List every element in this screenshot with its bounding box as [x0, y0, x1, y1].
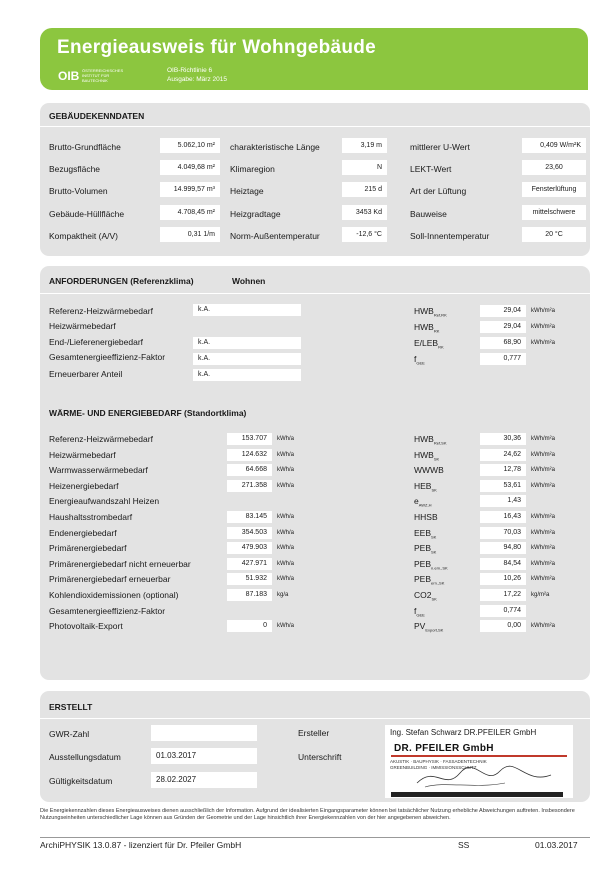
- energy-indicator-value: 24,62: [480, 449, 526, 461]
- energy-demand-unit: kWh/a: [277, 467, 295, 474]
- req-eleb-unit: kWh/m²a: [531, 340, 555, 346]
- req-efficiency-factor-label: Gesamtenergieeffizienz-Faktor: [49, 352, 166, 362]
- energy-indicator-value: 0,774: [480, 605, 526, 617]
- compactness-label: Kompaktheit (A/V): [49, 231, 118, 241]
- issue-date-label: Ausstellungsdatum: [49, 752, 121, 762]
- energy-demand-label: Heizwärmebedarf: [49, 449, 116, 460]
- heating-degree-days-label: Heizgradtage: [230, 209, 281, 219]
- energy-demand-label: Warmwasserwärmebedarf: [49, 465, 148, 476]
- climate-region-value: N: [342, 160, 387, 175]
- energy-indicator-unit: kWh/m²a: [531, 560, 555, 567]
- energy-demand-unit: kWh/a: [277, 451, 295, 458]
- energy-indicator-value: 53,61: [480, 480, 526, 492]
- stamp-bottom-bar: [391, 792, 563, 797]
- req-hwb-value: 29,04: [480, 321, 526, 333]
- energy-indicator-label: $PEB_{ern.,SK}$: [414, 574, 445, 587]
- disclaimer-footnote: Die Energiekennzahlen dieses Energieausweises dienen ausschließlich der Information. Aufgrund der idealisierten Eingangsparameter können bei tatsächlicher Nutzung erhebliche Abweichungen auftreten. Insbesondere Nutzungseinheiten unterschiedlicher Lage können aus Gründen der Geometrie und der Lage hinsichtlich ihrer Energiekennzahlen von der hier angegebenen abweichen.: [40, 808, 575, 821]
- energy-demand-value: 51.932: [227, 573, 272, 585]
- issue-date-value: 01.03.2017: [151, 748, 257, 764]
- oib-logo: OIB: [58, 69, 80, 83]
- energy-demand-unit: kWh/a: [277, 560, 295, 567]
- stamp-line-1: AKUSTIK · BAUPHYSIK · FASSADENTECHNIK: [390, 759, 487, 764]
- req-hwb-ref-label: $HWB_{Ref,RK}$: [414, 306, 447, 318]
- energy-demand-label: Photovoltaik-Export: [49, 621, 123, 632]
- energy-indicator-unit: kWh/m²a: [531, 576, 555, 583]
- energy-indicator-value: 0,00: [480, 620, 526, 632]
- req-fgee-label: $f_{GEE}$: [414, 354, 425, 366]
- energy-demand-value: 64.668: [227, 464, 272, 476]
- ventilation-type-label: Art der Lüftung: [410, 186, 467, 196]
- oib-logo-subtitle: ÖSTERREICHISCHES INSTITUT FÜR BAUTECHNIK: [82, 68, 124, 83]
- gwr-number-value: [151, 725, 257, 741]
- characteristic-length-value: 3,19 m: [342, 138, 387, 153]
- energy-demand-label: Referenz-Heizwärmebedarf: [49, 434, 153, 444]
- section-header-requirements: ANFORDERUNGEN (Referenzklima): [49, 276, 194, 286]
- req-eleb-label: $E/LEB_{RK}$: [414, 338, 444, 350]
- reference-area-label: Bezugsfläche: [49, 164, 101, 174]
- req-renewable-share-value: k.A.: [193, 369, 301, 381]
- req-hwb-label: $HWB_{RK}$: [414, 322, 440, 334]
- energy-indicator-unit: kWh/m²a: [531, 545, 555, 552]
- energy-indicator-label: $e_{AWZ,H}$: [414, 496, 432, 509]
- energy-indicator-value: 17,22: [480, 589, 526, 601]
- gross-volume-value: 14.999,57 m³: [160, 182, 220, 197]
- req-eleb-value: 68,90: [480, 337, 526, 349]
- section-header-issued: ERSTELLT: [49, 702, 93, 712]
- energy-indicator-label: $PEB_{SK}$: [414, 543, 437, 555]
- target-indoor-temp-value: 20 °C: [522, 227, 586, 242]
- energy-indicator-unit: kWh/m²a: [531, 451, 555, 458]
- energy-demand-label: Primärenergiebedarf erneuerbar: [49, 574, 171, 585]
- signature-stamp: [385, 741, 573, 798]
- footer-code: SS: [458, 840, 470, 850]
- energy-indicator-value: 1,43: [480, 495, 526, 507]
- characteristic-length-label: charakteristische Länge: [230, 142, 320, 152]
- req-efficiency-factor-value: k.A.: [193, 353, 301, 365]
- ventilation-type-value: Fensterlüftung: [522, 182, 586, 197]
- energy-indicator-label: HHSB: [414, 512, 438, 522]
- energy-demand-value: 479.903: [227, 542, 272, 554]
- heating-days-value: 215 d: [342, 182, 387, 197]
- gross-floor-area-label: Brutto-Grundfläche: [49, 142, 121, 152]
- construction-type-label: Bauweise: [410, 209, 447, 219]
- energy-indicator-label: $HEB_{SK}$: [414, 480, 437, 493]
- energy-indicator-label: $HWB_{Ref,SK}$: [414, 434, 447, 446]
- construction-type-value: mittelschwere: [522, 205, 586, 220]
- energy-demand-value: 427.971: [227, 558, 272, 570]
- handwritten-signature: [415, 761, 555, 791]
- lek-value-value: 23,60: [522, 160, 586, 175]
- energy-demand-unit: kWh/a: [277, 514, 295, 520]
- title-banner: [40, 28, 588, 90]
- energy-demand-unit: kWh/a: [277, 436, 295, 442]
- energy-indicator-unit: kWh/m²a: [531, 482, 555, 489]
- guideline-info: [167, 66, 227, 84]
- energy-demand-label: Energieaufwandszahl Heizen: [49, 496, 160, 507]
- energy-indicator-value: 30,36: [480, 433, 526, 445]
- heating-degree-days-value: 3453 Kd: [342, 205, 387, 220]
- energy-indicator-unit: kWh/m²a: [531, 467, 555, 474]
- energy-demand-value: 87.183: [227, 589, 272, 601]
- climate-region-label: Klimaregion: [230, 164, 275, 174]
- energy-demand-label: Heizenergiebedarf: [49, 480, 119, 491]
- valid-until-label: Gültigkeitsdatum: [49, 776, 113, 786]
- energy-indicator-label: $EEB_{SK}$: [414, 527, 437, 540]
- energy-indicator-unit: kWh/m²a: [531, 514, 555, 520]
- stamp-red-line: [391, 755, 567, 757]
- energy-demand-label: Kohlendioxidemissionen (optional): [49, 590, 179, 600]
- gross-floor-area-value: 5.062,10 m²: [160, 138, 220, 153]
- req-hwb-unit: kWh/m²a: [531, 324, 555, 330]
- energy-demand-label: Haushaltsstrombedarf: [49, 512, 133, 522]
- energy-demand-value: 124.632: [227, 449, 272, 461]
- gross-volume-label: Brutto-Volumen: [49, 186, 108, 196]
- lek-value-label: LEKT-Wert: [410, 164, 452, 174]
- req-final-energy-value: k.A.: [193, 337, 301, 349]
- energy-indicator-value: 84,54: [480, 558, 526, 570]
- requirements-usage-type: Wohnen: [232, 276, 266, 286]
- energy-indicator-value: 94,80: [480, 542, 526, 554]
- energy-indicator-label: $HWB_{SK}$: [414, 449, 440, 462]
- req-ref-heating-demand-value: k.A.: [193, 304, 301, 316]
- energy-demand-unit: kg/a: [277, 592, 289, 598]
- energy-demand-unit: kWh/a: [277, 576, 295, 583]
- energy-demand-unit: kWh/a: [277, 529, 295, 536]
- energy-demand-unit: kWh/a: [277, 623, 295, 630]
- energy-indicator-label: $PV_{Export,SK}$: [414, 621, 444, 633]
- energy-demand-value: 0: [227, 620, 272, 632]
- mean-u-value-label: mittlerer U-Wert: [410, 142, 470, 152]
- energy-demand-label: Primärenergiebedarf: [49, 543, 127, 554]
- heating-days-label: Heiztage: [230, 186, 264, 196]
- energy-indicator-value: 12,78: [480, 464, 526, 476]
- issued-panel: [40, 691, 590, 802]
- mean-u-value-value: 0,409 W/m²K: [522, 138, 586, 153]
- energy-demand-unit: kWh/a: [277, 545, 295, 552]
- req-final-energy-label: End-/Lieferenergiebedarf: [49, 337, 144, 347]
- footer-date: 01.03.2017: [535, 840, 578, 850]
- req-fgee-value: 0,777: [480, 353, 526, 365]
- building-data-panel: [40, 103, 590, 256]
- signature-label: Unterschrift: [298, 752, 342, 762]
- energy-indicator-label: WWWB: [414, 465, 444, 476]
- target-indoor-temp-label: Soll-Innentemperatur: [410, 231, 490, 241]
- energy-demand-unit: kWh/a: [277, 482, 295, 489]
- section-header-building-data: GEBÄUDEKENNDATEN: [49, 111, 145, 121]
- energy-demand-value: 83.145: [227, 511, 272, 523]
- guideline-edition: Ausgabe: März 2015: [167, 76, 227, 83]
- energy-indicator-value: 70,03: [480, 527, 526, 539]
- energy-indicator-value: 16,43: [480, 511, 526, 523]
- stamp-company-name: DR. PFEILER GmbH: [394, 743, 494, 754]
- energy-indicator-value: 10,26: [480, 573, 526, 585]
- req-hwb-ref-value: 29,04: [480, 305, 526, 317]
- requirements-panel: [40, 266, 590, 680]
- envelope-area-label: Gebäude-Hüllfläche: [49, 209, 125, 219]
- creator-label: Ersteller: [298, 728, 330, 738]
- valid-until-value: 28.02.2027: [151, 772, 257, 788]
- creator-value: Ing. Stefan Schwarz DR.PFEILER GmbH: [385, 725, 573, 741]
- energy-demand-value: 271.358: [227, 480, 272, 492]
- energy-demand-value: 354.503: [227, 527, 272, 539]
- energy-indicator-unit: kg/m²a: [531, 592, 550, 598]
- reference-area-value: 4.049,68 m²: [160, 160, 220, 175]
- req-ref-heating-demand-label: Referenz-Heizwärmebedarf: [49, 306, 153, 316]
- stamp-line-2: GREENBUILDING · IMMISSIONSSCHUTZ: [390, 765, 477, 770]
- envelope-area-value: 4.708,45 m²: [160, 205, 220, 220]
- energy-indicator-label: $PEB_{n.ern.,SK}$: [414, 558, 448, 571]
- document-title: Energieausweis für Wohngebäude: [57, 37, 377, 58]
- req-renewable-share-label: Erneuerbarer Anteil: [49, 369, 123, 379]
- energy-indicator-label: $f_{GEE}$: [414, 605, 425, 618]
- energy-indicator-unit: kWh/m²a: [531, 529, 555, 536]
- energy-indicator-unit: kWh/m²a: [531, 623, 555, 630]
- section-divider: [40, 718, 590, 719]
- guideline-name: OIB-Richtlinie 6: [167, 67, 213, 74]
- section-header-energy-demand: WÄRME- UND ENERGIEBEDARF (Standortklima): [49, 408, 247, 418]
- energy-indicator-unit: kWh/m²a: [531, 436, 555, 442]
- energy-demand-value: 153.707: [227, 433, 272, 445]
- energy-demand-label: Gesamtenergieeffizienz-Faktor: [49, 605, 166, 616]
- energy-demand-label: Endenergiebedarf: [49, 527, 117, 538]
- footer-divider: [40, 837, 590, 838]
- design-outdoor-temp-label: Norm-Außentemperatur: [230, 231, 320, 241]
- footer-software: ArchiPHYSIK 13.0.87 - lizenziert für Dr. Pfeiler GmbH: [40, 840, 242, 850]
- req-heating-demand-label: Heizwärmebedarf: [49, 321, 116, 331]
- section-divider: [40, 126, 590, 127]
- section-divider: [40, 293, 590, 294]
- energy-demand-label: Primärenergiebedarf nicht erneuerbar: [49, 558, 191, 569]
- design-outdoor-temp-value: -12,6 °C: [342, 227, 387, 242]
- gwr-number-label: GWR-Zahl: [49, 729, 90, 739]
- req-hwb-ref-unit: kWh/m²a: [531, 308, 555, 314]
- compactness-value: 0,31 1/m: [160, 227, 220, 242]
- energy-indicator-label: $CO2_{SK}$: [414, 590, 437, 602]
